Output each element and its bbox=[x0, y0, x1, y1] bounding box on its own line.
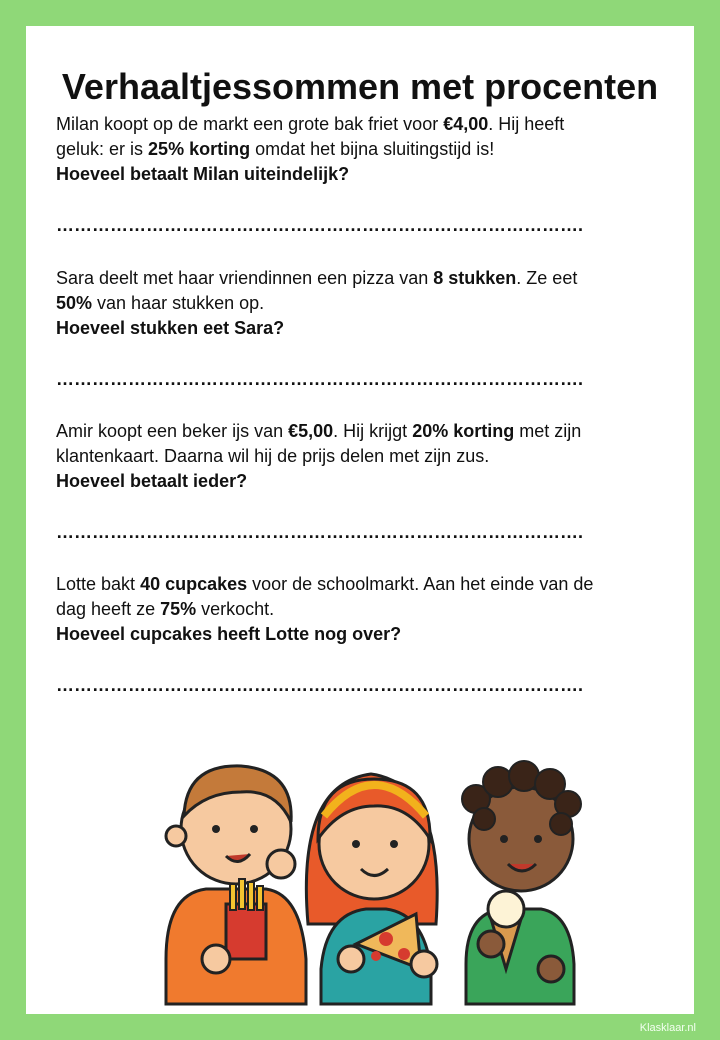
problem-1-answer-line[interactable]: ……………………………………………………………………………. bbox=[56, 215, 584, 235]
problem-4 bbox=[56, 572, 656, 698]
problem-4-question: Hoeveel cupcakes heeft Lotte nog over? bbox=[56, 624, 402, 644]
boy-with-fries-icon bbox=[166, 766, 306, 1004]
boy-with-ice-cream-icon bbox=[462, 761, 581, 1004]
footer-brand: Klasklaar.nl bbox=[639, 1022, 696, 1034]
problem-3-question: Hoeveel betaalt ieder? bbox=[56, 471, 248, 491]
problem-2-text-line-2: 50% van haar stukken op. bbox=[56, 293, 265, 313]
problem-1 bbox=[56, 112, 656, 238]
problem-2-question: Hoeveel stukken eet Sara? bbox=[56, 318, 285, 338]
problem-3-answer-line[interactable]: ……………………………………………………………………………. bbox=[56, 522, 584, 542]
problem-3-text-line-1: Amir koopt een beker ijs van €5,00. Hij krijgt 20% korting met zijn bbox=[56, 421, 582, 441]
worksheet bbox=[26, 26, 694, 1014]
kids-illustration bbox=[146, 744, 576, 1004]
girl-with-pizza-icon bbox=[306, 774, 437, 1004]
problem-2 bbox=[56, 266, 656, 392]
problem-1-question: Hoeveel betaalt Milan uiteindelijk? bbox=[56, 164, 350, 184]
problem-4-text-line-2: dag heeft ze 75% verkocht. bbox=[56, 599, 275, 619]
problem-1-text-line-1: Milan koopt op de markt een grote bak friet voor €4,00. Hij heeft bbox=[56, 114, 565, 134]
problem-3-text-line-2: klantenkaart. Daarna wil hij de prijs delen met zijn zus. bbox=[56, 446, 490, 466]
problem-3 bbox=[56, 419, 656, 545]
problem-1-text-line-2: geluk: er is 25% korting omdat het bijna sluitingstijd is! bbox=[56, 139, 495, 159]
problem-2-answer-line[interactable]: ……………………………………………………………………………. bbox=[56, 369, 584, 389]
problem-2-text-line-1: Sara deelt met haar vriendinnen een pizza van 8 stukken. Ze eet bbox=[56, 268, 578, 288]
problem-4-answer-line[interactable]: ……………………………………………………………………………. bbox=[56, 675, 584, 695]
page-title: Verhaaltjessommen met procenten bbox=[61, 66, 659, 107]
problem-4-text-line-1: Lotte bakt 40 cupcakes voor de schoolmarkt. Aan het einde van de bbox=[56, 574, 594, 594]
